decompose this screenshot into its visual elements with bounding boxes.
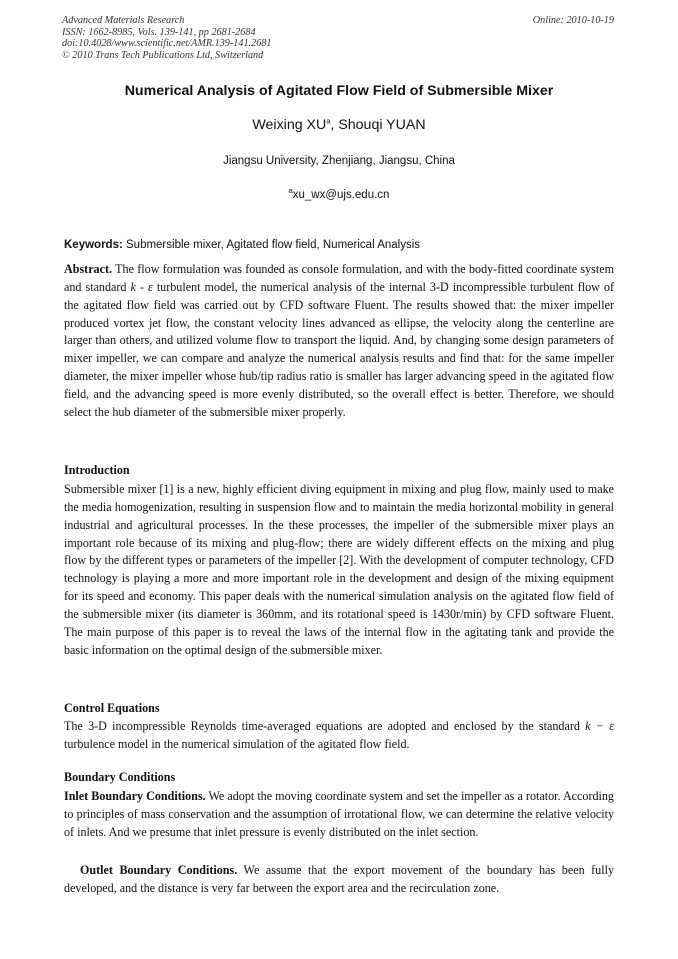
keywords-text: Submersible mixer, Agitated flow field, Numerical Analysis [126,239,421,251]
paper-title: Numerical Analysis of Agitated Flow Field of Submersible Mixer [124,83,554,99]
affiliation: Jiangsu University, Zhenjiang, Jiangsu, China [223,155,455,167]
introduction-heading: Introduction [64,463,130,477]
abstract-paragraph [64,261,614,422]
introduction-paragraph: Submersible mixer [1] is a new, highly efficient diving equipment in mixing and plug flow, mainly used to make the media homogenization, resulting in suspension flow and to maintain the media horizontal mobility in general industrial and agricultural processes. In the these processes, the impeller of the submersible mixer plays an important role because of its mixing and plug-flow; there are widely different effects on the mixing and plug flow by the different types or parameters of the impeller [2]. With the development of computer technology, CFD technology is playing a more and more important role in the development and design of the mixing equipment for its speed and economy. This paper deals with the numerical simulation analysis on the agitated flow field of the submersible mixer (its diameter is 360mm, and its rotational speed is 1430r/min) by CFD software Fluent. The main purpose of this paper is to reveal the laws of the internal flow in the agitating tank and provide the basic information on the optimal design of the submersible mixer. [64,482,614,657]
keywords [64,239,420,251]
boundary-conditions-heading: Boundary Conditions [64,770,176,784]
abstract-text: The flow formulation was founded as console formulation, and with the body-fitted coordinate system and standard [64,262,614,294]
inlet-label: Inlet Boundary Conditions. [64,789,206,803]
author-line [0,117,678,133]
author-name: Weixing XU [252,117,327,133]
author-name: Shouqi YUAN [338,117,426,133]
doi-line: doi:10.4028/www.scientific.net/AMR.139-141.2681 [62,38,272,50]
copyright-line: © 2010 Trans Tech Publications Ltd, Switzerland [62,49,264,61]
keywords-label: Keywords: [64,239,123,251]
author-affiliation-mark: a [326,116,331,126]
abstract-text: turbulent model, the numerical analysis of the internal 3-D incompressible turbulent flow of the agitated flow field was carried out by CFD software Fluent. The results showed that: the mixer impeller produced vortex jet flow, the constant velocity lines advanced as ellipse, the velocity along the centerline are larger than others, and utilized volume flow to transport the liquid. And, by changing some design parameters of mixer impeller, we can compare and analyze the numerical analysis results and find that: for the same impeller diameter, the mixer impeller whose hub/tip radius ratio is smaller has larger advancing speed in the agitated flow field, and the advancing speed is more evenly distributed, so the overall effect is better. Therefore, we should select the hub diameter of the submersible mixer properly. [64,279,614,419]
online-date: Online: 2010-10-19 [532,15,614,26]
inlet-text: We adopt the moving coordinate system and set the impeller as a rotator. According to principles of mass conservation and the assumption of irrotational flow, we can determine the relative velocity of inlets. And we presume that inlet pressure is evenly distributed on the inlet section. [64,789,614,839]
inlet-paragraph [64,788,614,842]
abstract-label: Abstract. [64,262,113,276]
outlet-text: We assume that the export movement of the boundary has been fully developed, and the distance is very far between the export area and the recirculation zone. [64,863,614,895]
k-epsilon-symbol: k - ε [130,279,153,294]
k-epsilon-symbol: k − ε [585,719,615,733]
author-separator: , [330,117,339,133]
journal-name: Advanced Materials Research [62,15,185,26]
journal-header [62,15,271,61]
email-address: xu_wx@ujs.edu.cn [292,189,390,201]
email-mark: a [288,186,293,196]
outlet-label: Outlet Boundary Conditions. [80,863,238,877]
control-text: turbulence model in the numerical simulation of the agitated flow field. [64,736,410,751]
control-text: The 3-D incompressible Reynolds time-averaged equations are adopted and enclosed by the standard [64,719,580,733]
outlet-paragraph [64,862,614,898]
issn-line: ISSN: 1662-8985, Vols. 139-141, pp 2681-2684 [62,26,256,38]
control-equations-heading: Control Equations [64,701,160,715]
control-equations-paragraph [64,718,614,754]
email-line [0,186,678,201]
